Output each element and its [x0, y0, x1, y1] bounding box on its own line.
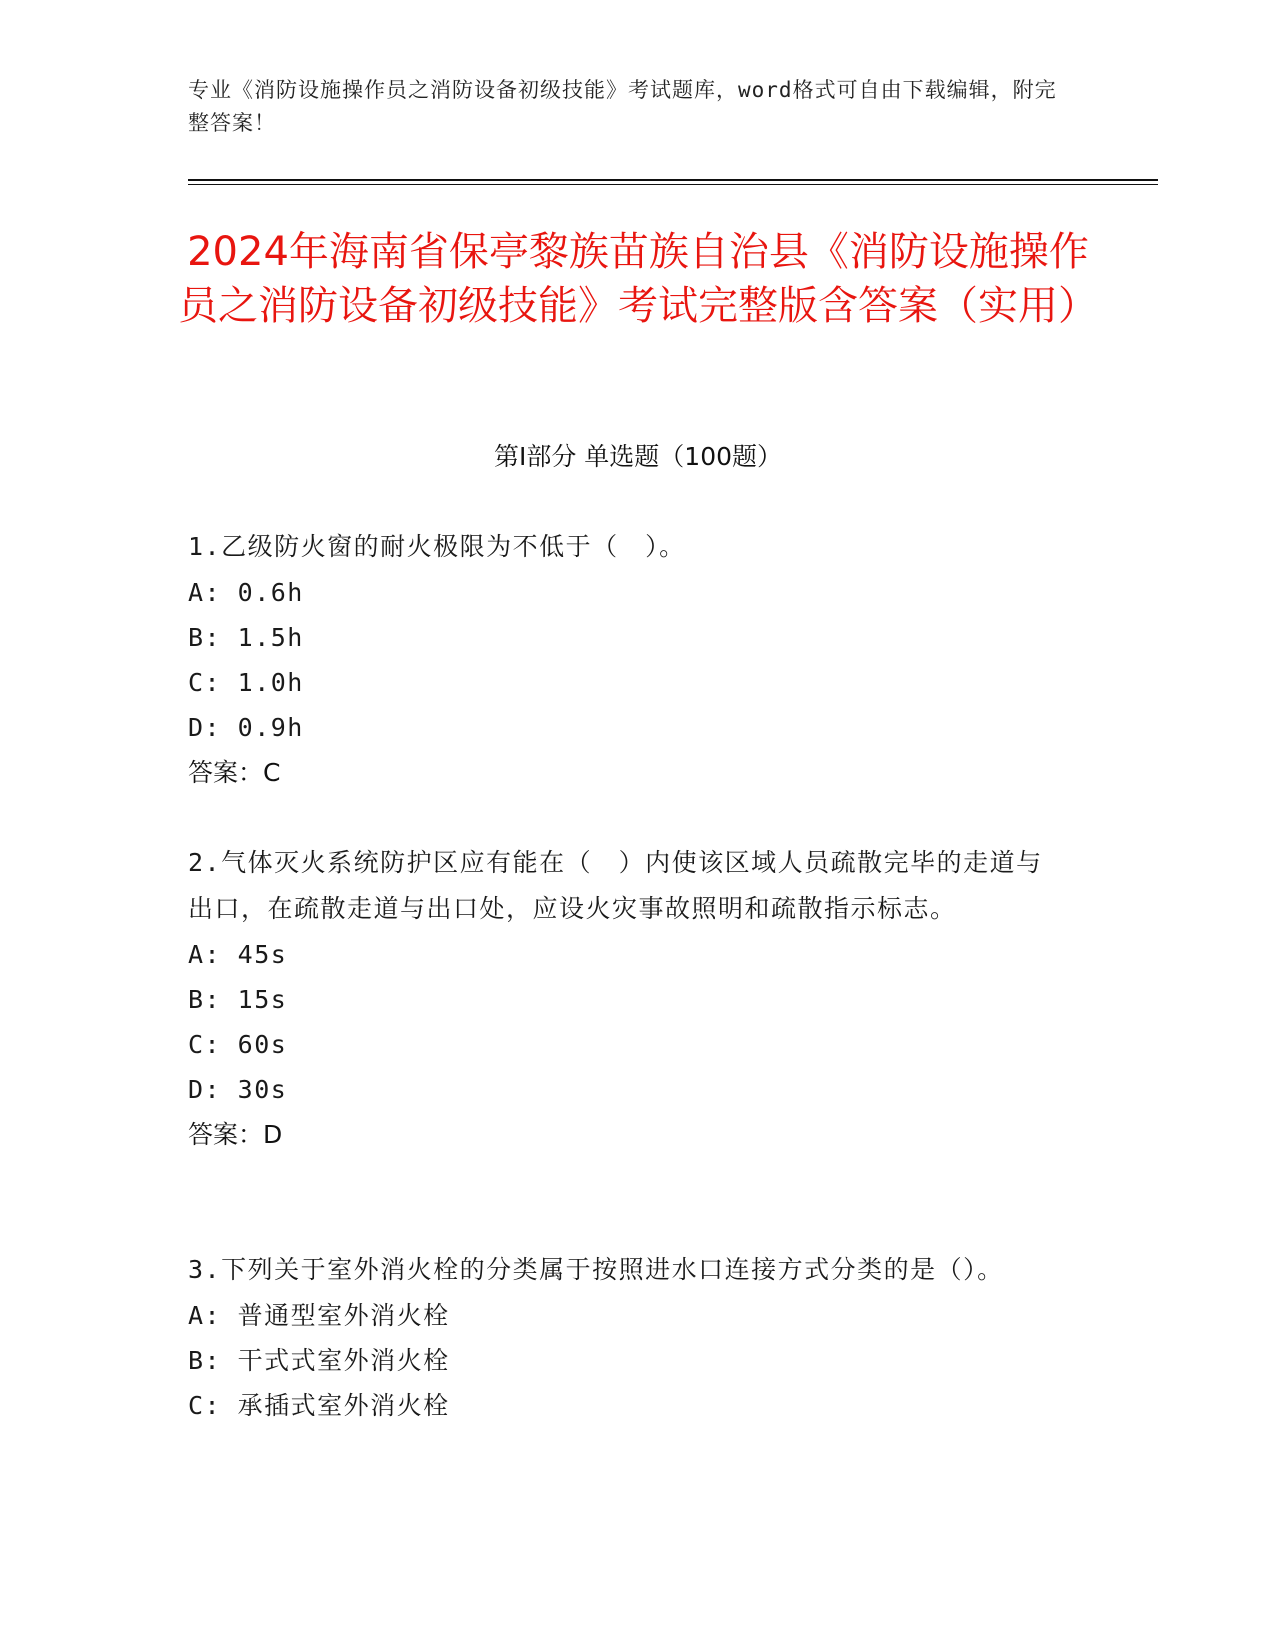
header-divider-thin [188, 184, 1158, 185]
option-b: B: 干式式室外消火栓 [188, 1346, 450, 1375]
option-d: D: 0.9h [188, 713, 304, 742]
header-divider-thick [188, 179, 1158, 181]
question-2 [188, 840, 1068, 1158]
question-stem: 3.下列关于室外消火栓的分类属于按照进水口连接方式分类的是（）。 [188, 1255, 1004, 1284]
option-c: C: 承插式室外消火栓 [188, 1391, 450, 1420]
option-c: C: 1.0h [188, 668, 304, 697]
answer: 答案：D [188, 1120, 283, 1149]
option-c: C: 60s [188, 1030, 288, 1059]
question-1 [188, 524, 1068, 796]
document-title: 2024年海南省保亭黎族苗族自治县《消防设施操作员之消防设备初级技能》考试完整版含答案（实用） [178, 229, 1098, 329]
option-a: A: 普通型室外消火栓 [188, 1301, 450, 1330]
question-stem: 1.乙级防火窗的耐火极限为不低于（ ）。 [188, 532, 686, 561]
option-a: A: 45s [188, 940, 288, 969]
option-d: D: 30s [188, 1075, 288, 1104]
question-stem: 2.气体灭火系统防护区应有能在（ ）内使该区域人员疏散完毕的走道与出口，在疏散走道与出口处，应设火灾事故照明和疏散指示标志。 [188, 848, 1043, 923]
header-note: 专业《消防设施操作员之消防设备初级技能》考试题库，word格式可自由下载编辑，附完整答案！ [188, 78, 1057, 135]
section-title: 第I部分 单选题（100题） [493, 442, 783, 471]
option-a: A: 0.6h [188, 578, 304, 607]
answer: 答案：C [188, 758, 281, 787]
option-b: B: 1.5h [188, 623, 304, 652]
question-3 [188, 1247, 1068, 1428]
option-b: B: 15s [188, 985, 288, 1014]
